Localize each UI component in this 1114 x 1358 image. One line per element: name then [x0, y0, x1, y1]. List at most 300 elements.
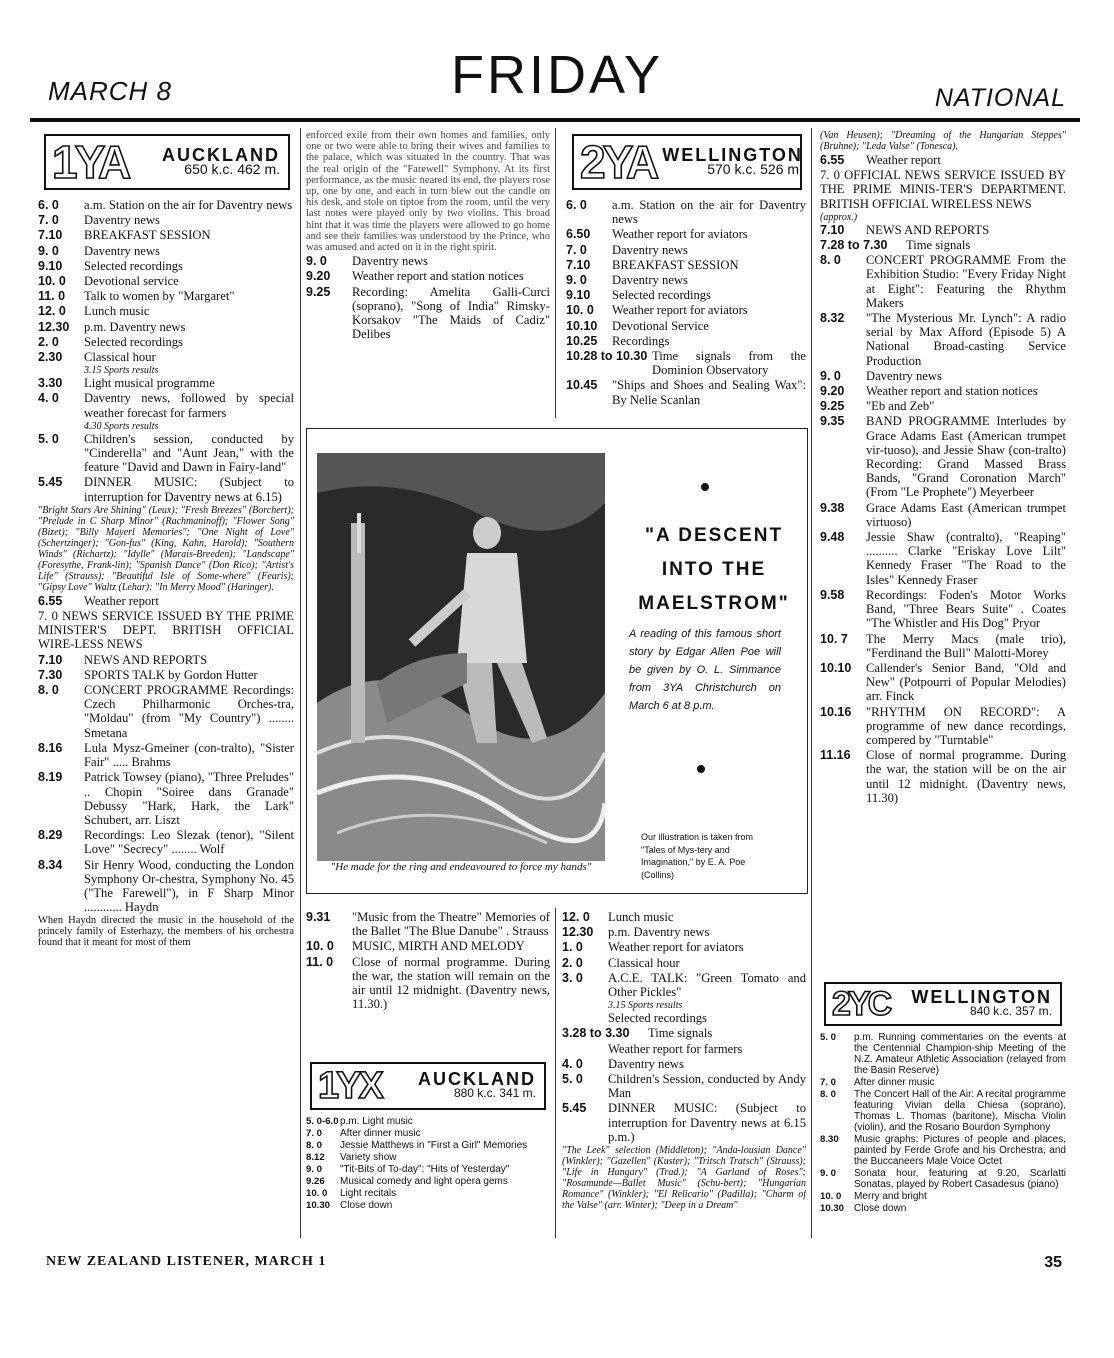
programme-item — [562, 956, 806, 970]
programme-time: 5.45 — [562, 1101, 587, 1116]
programme-time: 5. 0 — [38, 431, 59, 446]
programme-time: 12.30 — [562, 925, 594, 940]
programme-item — [38, 668, 294, 682]
programme-item — [566, 378, 806, 406]
programme-item — [38, 335, 294, 349]
programme-time: 5. 0 — [820, 1032, 837, 1043]
programme-time: 5. 0 — [562, 1072, 583, 1087]
programme-time: 9. 0 — [820, 368, 841, 383]
programme-item — [562, 1057, 806, 1071]
programme-list — [38, 198, 294, 504]
maelstrom-illustration — [317, 453, 605, 861]
programme-list — [820, 212, 1066, 805]
programme-item — [38, 376, 294, 390]
programme-item — [38, 274, 294, 288]
programme-item — [38, 244, 294, 258]
programme-subnote: 3.15 Sports results — [84, 365, 159, 377]
programme-time: 10. 0 — [306, 1188, 328, 1199]
programme-time: 6. 0 — [566, 198, 587, 212]
programme-title: Grace Adams East (American trumpet virtuoso) — [866, 500, 1066, 529]
programme-title: The Concert Hall of the Air: A recital programme featuring Vivian della Chiesa (soprano), Thomas L. Thomas (baritone), Mischa Violin (violin), and the Rosario Bourdon Symphony — [854, 1089, 1066, 1133]
programme-item — [38, 741, 294, 769]
programme-title: Weather report for aviators — [612, 227, 748, 242]
station-logo: 1YA — [52, 135, 129, 188]
ornament-dot — [701, 483, 709, 491]
programme-item — [306, 254, 550, 268]
programme-title: Classical hour — [84, 350, 156, 365]
programme-time: 10. 0 — [820, 1191, 842, 1202]
programme-item — [566, 198, 806, 226]
page-day-title: FRIDAY — [450, 45, 663, 105]
programme-title: DINNER MUSIC: (Subject to interruption for Daventry news at 6.15) — [84, 475, 294, 504]
programme-time: 9.35 — [820, 414, 845, 429]
programme-list — [820, 153, 1066, 167]
programme-item — [38, 304, 294, 318]
programme-time: 2.30 — [38, 350, 63, 365]
programme-time: 10. 0 — [38, 274, 66, 289]
station-logo: 2YC — [832, 984, 890, 1023]
programme-item — [38, 391, 294, 419]
programme-title: NEWS AND REPORTS — [866, 222, 990, 237]
programme-title: Time signals — [906, 238, 971, 253]
programme-time: 3.30 — [38, 376, 63, 391]
programme-title: CONCERT PROGRAMME Recordings: Czech Philharmonic Orches-tra, "Moldau" (from "My Country") ........ Smetana — [84, 683, 294, 740]
programme-item — [38, 828, 294, 856]
programme-title: Weather report for farmers — [608, 1041, 743, 1056]
programme-subnote: 4.30 Sports results — [84, 420, 159, 432]
programme-item — [38, 213, 294, 227]
programme-title: Close of normal programme. During the war, the station will be on the air until 12 midnight. (Daventry news, 11.30) — [866, 748, 1066, 805]
programme-list — [562, 910, 806, 1144]
programme-item — [562, 1101, 806, 1144]
programme-list — [306, 910, 550, 1011]
station-frequency: 650 k.c. 462 m. — [184, 161, 280, 177]
programme-title: SPORTS TALK by Gordon Hutter — [84, 667, 258, 682]
programme-item — [566, 319, 806, 333]
programme-title: Recordings: Foden's Motor Works Band, "Three Bears Suite" . Coates "The Whistler and His Dog" Pryor — [866, 587, 1066, 631]
column-4 — [820, 130, 1066, 980]
programme-item — [306, 910, 550, 938]
programme-title: Selected recordings — [84, 258, 183, 273]
programme-item — [820, 1077, 1066, 1088]
programme-item — [306, 269, 550, 283]
programme-title: Close down — [340, 1200, 393, 1211]
programme-item — [306, 1128, 550, 1139]
programme-title: Selected recordings — [608, 1011, 707, 1026]
programme-time: 3. 0 — [562, 970, 583, 985]
programme-item — [562, 910, 806, 924]
programme-item — [38, 858, 294, 915]
programme-item — [820, 223, 1066, 237]
programme-time: 2. 0 — [38, 334, 59, 349]
programme-title: Children's Session, conducted by Andy Man — [608, 1072, 806, 1101]
programme-time: 9.20 — [306, 269, 331, 284]
programme-title: Children's session, conducted by "Cinderella" and "Aunt Jean," with the feature "David and Dawn in Fairy-land" — [84, 431, 294, 475]
programme-item — [566, 349, 806, 377]
header-rule — [30, 118, 1080, 122]
programme-time: 9. 0 — [38, 243, 59, 258]
programme-title: Selected recordings — [84, 334, 183, 349]
programme-title: Jessie Matthews in "First a Girl" Memories — [340, 1140, 528, 1151]
programme-time: 10.25 — [566, 333, 598, 348]
programme-time: 10.10 — [820, 660, 852, 675]
programme-time: 10.45 — [566, 378, 598, 393]
programme-time: 6.55 — [820, 153, 845, 167]
haydn-note-continued: enforced exile from their own homes and families, only one or two were able to bring their wives and families to the palace, which was situated in the country. That was the real origin of the "Farewell" Symphony. At its first performance, as the music neared its end, the players rose up, one by one, and each in turn blew out the candle on his desk, and stole on tiptoe from the room, until the very last notes were played only by two violins. This broad hint that it was time the players were allowed to go home and see their families was understood by the Prince, who was amused and acted on it in the right spirit. — [306, 130, 550, 254]
programme-time: 8.16 — [38, 740, 63, 755]
programme-time: 10.30 — [820, 1203, 845, 1214]
programme-time: 1. 0 — [562, 940, 583, 955]
station-frequency: 840 k.c. 357 m. — [969, 1004, 1052, 1018]
programme-item — [566, 258, 806, 272]
programme-time: 10.16 — [820, 704, 852, 719]
programme-item — [38, 653, 294, 667]
programme-title: Close of normal programme. During the war, the station will remain on the air until 12 midnight. (Daventry news, 11.30.) — [352, 954, 550, 1012]
programme-item — [38, 475, 294, 503]
programme-title: Weather report — [866, 153, 941, 167]
programme-time — [562, 1042, 608, 1056]
programme-title: BAND PROGRAMME Interludes by Grace Adams East (American trumpet vir-tuoso), and Jessie Shaw (con-tralto) Recording: Grand Massed Brass Bands, "Grand Coronation March" (From "Le Prophete") Meyerbeer — [866, 414, 1066, 500]
column-2-lower — [306, 910, 550, 1060]
column-divider — [555, 128, 556, 418]
programme-time: 9.20 — [820, 384, 845, 399]
programme-time: 6.55 — [38, 593, 63, 608]
programme-title: Sir Henry Wood, conducting the London Symphony Or-chestra, Symphony No. 45 ("The Farewell"), in F Sharp Minor ............ Haydn — [84, 857, 294, 915]
programme-title: Weather report and station notices — [352, 269, 524, 284]
programme-title: Musical comedy and light opera gems — [340, 1176, 508, 1187]
programme-title: Daventry news — [352, 254, 428, 269]
programme-item — [306, 285, 550, 342]
programme-title: Jessie Shaw (contralto), "Reaping" .......... Clarke "Eriskay Love Lilt" Kennedy Fraser "The Road to the Isles" Kennedy Fraser — [866, 530, 1066, 587]
station-header-2yc — [824, 982, 1062, 1026]
programme-title: Recording: Amelita Galli-Curci (soprano), "Song of India" Rimsky-Korsakov "The Maids of Cadiz" Delibes — [352, 284, 550, 342]
ornament-dot — [697, 765, 705, 773]
programme-time: 9.58 — [820, 587, 845, 602]
programme-item — [306, 1152, 550, 1163]
programme-item — [820, 705, 1066, 748]
station-name: WELLINGTON — [662, 144, 803, 165]
programme-time: 10. 7 — [820, 631, 848, 646]
programme-time: 7.10 — [38, 228, 63, 243]
programme-item — [820, 530, 1066, 587]
station-header-1ya — [44, 134, 290, 190]
programme-title: A.C.E. TALK: "Green Tomato and Other Pickles" — [608, 970, 806, 1000]
programme-time: 9.38 — [820, 500, 845, 515]
programme-title: p.m. Daventry news — [608, 925, 710, 940]
programme-time: 9. 0 — [306, 1164, 323, 1175]
programme-item — [562, 1072, 806, 1100]
programme-time: 9. 0 — [306, 254, 327, 269]
programme-list — [306, 1116, 550, 1211]
dinner-music-list: "The Leek" selection (Middleton); "Anda-lousian Dance" (Winkler); "Gazellen" (Kuster); "Tritsch Tratsch" (Strauss); "Life in Hungary" (Trad.); "A Garland of Roses"; "Rosamunde—Ballet Music" (Schu-bert); "Hungarian Romance" (Winkler); "El Relicario" (Padilla); "Charm of the Valse" (arr. Winter); "Deep in a Dream" — [562, 1145, 806, 1212]
programme-title: CONCERT PROGRAMME From the Exhibition Studio: "Every Friday Night at Eight": Featuring the Rhythm Makers — [866, 253, 1066, 310]
programme-time: 9.26 — [306, 1176, 325, 1187]
programme-time: 7.10 — [38, 652, 63, 667]
programme-title: Music graphs: Pictures of people and places, painted by Ferde Grofe and his Orchestra, and the Buccaneers Male Voice Octet — [854, 1134, 1066, 1167]
programme-list — [306, 254, 550, 341]
programme-item — [38, 320, 294, 334]
dinner-music-list: "Bright Stars Are Shining" (Leux); "Fresh Breezes" (Borchert); "Prelude in C Sharp Minor" (Rachmaninoff); "Flower Song" (Bizet); "Billy Mayerl Memories"; "One Night of Love" (Schertzinger); "Gon-fus" (King, Kahn, Harold); "Southern Winds" (Richartz); "Idylle" (Marais-Breeden); "Landscape" (Foresythe, Frank-lin); "Spanish Dance" (Don Rico); "Artist's Life" (Strauss); "Beautiful Isle of Some-where" (Fearis); "Gipsy Love" Waltz (Lehar); "In Merry Mood" (Haringer). — [38, 504, 294, 593]
programme-title: After dinner music — [854, 1077, 935, 1088]
column-2yc — [820, 982, 1066, 1240]
programme-subnote: 3.15 Sports results — [608, 1000, 683, 1012]
programme-title: a.m. Station on the air for Daventry news — [612, 198, 806, 227]
programme-time: 11. 0 — [306, 954, 334, 969]
dinner-music-list-continued: (Van Heusen); "Dreaming of the Hungarian Steppes" (Bruhne); "Leda Valse" (Tonesca). — [820, 130, 1066, 152]
programme-title: Merry and bright — [854, 1191, 927, 1202]
programme-time: 3.28 to 3.30 — [562, 1026, 630, 1041]
programme-title: Daventry news — [612, 273, 688, 288]
programme-item — [38, 228, 294, 242]
station-logo: 1YX — [318, 1064, 381, 1107]
illustration-caption: "He made for the ring and endeavoured to force my hands" — [330, 861, 592, 873]
programme-time: 12. 0 — [562, 910, 590, 924]
programme-time: 11.16 — [820, 748, 851, 763]
programme-item — [820, 1168, 1066, 1190]
haydn-note: When Haydn directed the music in the household of the princely family of Esterhazy, the members of his orchestra found that it meant for most of them — [38, 915, 294, 949]
news-service: 7. 0 OFFICIAL NEWS SERVICE ISSUED BY THE PRIME MINIS-TER'S DEPARTMENT. BRITISH OFFICIAL WIRELESS NEWS — [820, 168, 1066, 211]
station-name: AUCKLAND — [418, 1068, 536, 1089]
programme-item — [820, 661, 1066, 704]
programme-title: Weather report for aviators — [608, 940, 744, 955]
programme-item — [820, 1191, 1066, 1202]
programme-title: "RHYTHM ON RECORD": A programme of new dance recordings, compered by "Turntable" — [866, 704, 1066, 747]
programme-time: 8. 0 — [38, 683, 59, 698]
programme-title: Light musical programme — [84, 376, 215, 391]
programme-title: a.m. Station on the air for Daventry news — [84, 198, 293, 212]
programme-title: "Tit-Bits of To-day": "Hits of Yesterday" — [340, 1164, 510, 1175]
programme-item — [820, 1134, 1066, 1167]
station-frequency: 570 k.c. 526 m. — [707, 161, 803, 177]
programme-item — [566, 334, 806, 348]
programme-title: Classical hour — [608, 955, 680, 970]
programme-time: 7.10 — [566, 257, 591, 272]
footer-publication: NEW ZEALAND LISTENER, MARCH 1 — [46, 1254, 327, 1269]
programme-time: 9. 0 — [820, 1168, 837, 1179]
illustration-credit: Our illustration is taken from "Tales of Mys-tery and Imagination," by E. A. Poe (Collins) — [641, 832, 754, 880]
programme-item — [306, 1164, 550, 1175]
programme-title: The Merry Macs (male trio), "Ferdinand the Bull" Malotti-Morey — [866, 631, 1066, 660]
station-frequency: 880 k.c. 341 m. — [453, 1086, 536, 1100]
programme-title: Callender's Senior Band, "Old and New" (Potpourri of Popular Melodies) arr. Finck — [866, 660, 1066, 704]
programme-item — [820, 253, 1066, 310]
programme-item — [566, 273, 806, 287]
feature-title-line: INTO THE — [661, 559, 767, 580]
programme-title: Daventry news — [612, 242, 688, 257]
programme-list — [820, 1032, 1066, 1214]
programme-time: 6. 0 — [38, 198, 59, 212]
column-1yx — [306, 1062, 550, 1240]
programme-title: NEWS AND REPORTS — [84, 652, 208, 667]
programme-time: 8.30 — [820, 1134, 839, 1145]
programme-time: 9. 0 — [566, 273, 587, 288]
programme-title: Light recitals — [340, 1188, 397, 1199]
programme-time: 9.25 — [306, 284, 331, 299]
news-service: 7. 0 NEWS SERVICE ISSUED BY THE PRIME MINISTER'S DEPT. BRITISH OFFICIAL WIRE-LESS NEWS — [38, 609, 294, 652]
programme-list — [38, 653, 294, 915]
column-divider — [811, 128, 812, 1238]
programme-title: p.m. Light music — [340, 1116, 413, 1127]
programme-title: Recordings: Leo Slezak (tenor), "Silent Love" "Secrecy" ........ Wolf — [84, 828, 294, 857]
programme-time: 9.31 — [306, 910, 331, 924]
programme-title: "Music from the Theatre" Memories of the Ballet "The Blue Danube" . Strauss — [352, 910, 550, 939]
programme-time: 12.30 — [38, 319, 70, 334]
programme-time: 9.10 — [38, 258, 63, 273]
column-2ya-lower — [562, 910, 806, 1240]
programme-time: 8.19 — [38, 770, 63, 785]
programme-item — [820, 1203, 1066, 1214]
programme-item — [820, 501, 1066, 529]
programme-item — [562, 940, 806, 954]
programme-item — [306, 1116, 550, 1127]
station-header-1yx — [310, 1062, 546, 1110]
programme-title: MUSIC, MIRTH AND MELODY — [352, 939, 525, 954]
programme-time: 7. 0 — [566, 242, 587, 257]
programme-title: Time signals from the Dominion Observatory — [652, 349, 806, 378]
feature-box — [306, 428, 808, 894]
programme-item — [306, 1188, 550, 1199]
programme-title: Sonata hour, featuring at 9.20, Scarlatti Sonatas, played by Robert Casadesus (piano) — [854, 1168, 1066, 1190]
programme-title: "Eb and Zeb" — [866, 399, 935, 414]
programme-title: Devotional service — [84, 274, 179, 289]
programme-time: 4. 0 — [562, 1056, 583, 1071]
programme-item — [562, 1011, 806, 1025]
programme-item — [38, 683, 294, 740]
programme-item — [562, 925, 806, 939]
programme-item — [562, 971, 806, 999]
programme-time: 8.12 — [306, 1152, 325, 1163]
programme-item — [566, 243, 806, 257]
programme-time: 10.28 to 10.30 — [566, 349, 648, 364]
programme-item — [306, 955, 550, 1012]
programme-time — [562, 1011, 608, 1025]
programme-title: Lunch music — [608, 910, 674, 924]
column-divider — [300, 128, 301, 1238]
programme-time: 2. 0 — [562, 955, 583, 970]
programme-time: 12. 0 — [38, 304, 66, 319]
programme-list — [38, 594, 294, 608]
programme-list — [566, 198, 806, 407]
programme-title: Recordings — [612, 333, 670, 348]
programme-title: Daventry news, followed by special weather forecast for farmers — [84, 391, 294, 420]
programme-title: BREAKFAST SESSION — [612, 257, 739, 272]
programme-item — [820, 1089, 1066, 1133]
programme-item — [820, 384, 1066, 398]
programme-item — [566, 288, 806, 302]
programme-time: 5.45 — [38, 475, 63, 490]
programme-time: 4. 0 — [38, 391, 59, 406]
programme-item — [820, 588, 1066, 631]
programme-title: Selected recordings — [612, 288, 711, 303]
programme-time: 7. 0 — [38, 213, 59, 228]
column-1ya — [38, 130, 294, 1242]
programme-item — [38, 289, 294, 303]
programme-time: 10.10 — [566, 318, 598, 333]
station-logo: 2YA — [580, 135, 657, 188]
programme-title: Weather report — [84, 593, 159, 608]
programme-title: Daventry news — [866, 368, 942, 383]
programme-title: Daventry news — [608, 1056, 684, 1071]
page-network: NATIONAL — [934, 84, 1066, 112]
programme-item — [820, 748, 1066, 805]
programme-title: Daventry news — [84, 243, 160, 258]
column-2-top — [306, 130, 550, 426]
programme-item — [820, 414, 1066, 499]
programme-item — [820, 399, 1066, 413]
programme-time: 8.34 — [38, 857, 63, 872]
column-divider — [555, 908, 556, 1238]
programme-time: 7.28 to 7.30 — [820, 238, 888, 253]
station-header-2ya — [572, 134, 802, 190]
programme-item — [38, 350, 294, 364]
programme-item — [562, 1026, 806, 1040]
feature-title-line: "A DESCENT — [644, 525, 784, 546]
programme-title: Time signals — [648, 1026, 713, 1041]
programme-time: 8. 0 — [820, 253, 841, 268]
programme-time: 9.48 — [820, 530, 845, 545]
programme-time: 8. 0 — [820, 1089, 837, 1100]
feature-title — [617, 519, 811, 621]
programme-time: 9.25 — [820, 399, 845, 414]
programme-time: 11. 0 — [38, 289, 66, 304]
page-number: 35 — [1044, 1254, 1062, 1271]
programme-title: BREAKFAST SESSION — [84, 228, 211, 243]
programme-item — [306, 1200, 550, 1211]
item-note: (approx.) — [820, 211, 858, 223]
programme-title: DINNER MUSIC: (Subject to interruption for Daventry news at 6.15 p.m.) — [608, 1101, 806, 1144]
programme-item — [820, 632, 1066, 660]
programme-time: 9.10 — [566, 288, 591, 303]
programme-item — [820, 1032, 1066, 1076]
feature-title-line: MAELSTROM" — [638, 593, 790, 614]
programme-title: Patrick Towsey (piano), "Three Preludes" .. Chopin "Soiree dans Granade" Debussy "Hark, Hark, the Lark" Schubert, arr. Liszt — [84, 770, 294, 827]
programme-item — [38, 594, 294, 608]
programme-title: p.m. Running commentaries on the events at the Centennial Champion-ship Meeting of the N.Z. Amateur Athletic Association (relayed from the Basin Reserve) — [854, 1032, 1066, 1076]
station-name: WELLINGTON — [911, 986, 1052, 1007]
programme-title: Devotional Service — [612, 318, 709, 333]
programme-time: 8.32 — [820, 311, 845, 326]
programme-title: p.m. Daventry news — [84, 319, 186, 334]
programme-title: Weather report for aviators — [612, 303, 748, 318]
programme-item — [820, 238, 1066, 252]
programme-time: 7.30 — [38, 667, 63, 682]
programme-time: 7.10 — [820, 222, 845, 237]
programme-title: Weather report and station notices — [866, 384, 1038, 399]
programme-title: "Ships and Shoes and Sealing Wax": By Nelle Scanlan — [612, 378, 806, 407]
programme-time: 6.50 — [566, 227, 591, 242]
programme-title: Lula Mysz-Gmeiner (con-tralto), "Sister Fair" ..... Brahms — [84, 740, 294, 770]
programme-title: Daventry news — [84, 213, 160, 228]
programme-item — [566, 227, 806, 241]
programme-time: 8. 0 — [306, 1140, 323, 1151]
programme-item — [306, 1176, 550, 1187]
programme-time: 7. 0 — [820, 1077, 837, 1088]
programme-item — [38, 432, 294, 475]
programme-item — [566, 303, 806, 317]
programme-item — [38, 259, 294, 273]
programme-item — [38, 198, 294, 212]
programme-title: Lunch music — [84, 304, 150, 319]
programme-time: 10. 0 — [566, 303, 594, 318]
station-name: AUCKLAND — [162, 144, 280, 165]
programme-item — [38, 770, 294, 827]
column-2ya — [566, 130, 806, 426]
feature-description: A reading of this famous short story by Edgar Allen Poe will be given by O. L. Simmance from 3YA Christchurch on March 6 at 8 p.m. — [629, 628, 781, 712]
programme-time: 10. 0 — [306, 939, 334, 954]
programme-title: Talk to women by "Margaret" — [84, 289, 235, 304]
programme-time: 5. 0-6.0 — [306, 1116, 339, 1127]
programme-time: 10.30 — [306, 1200, 331, 1211]
